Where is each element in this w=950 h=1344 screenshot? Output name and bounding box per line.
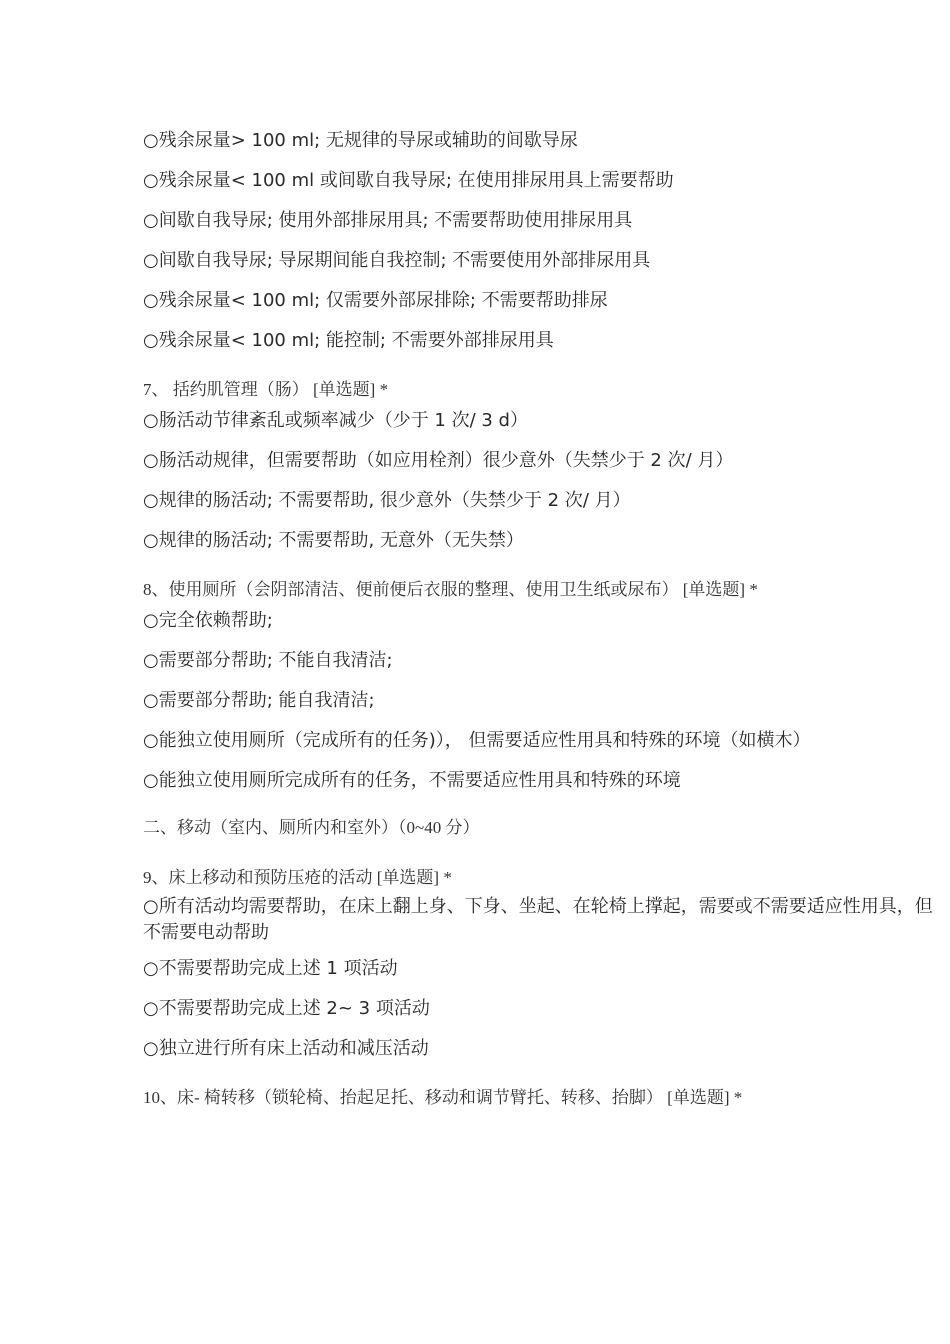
q9-option-4[interactable]: ○独立进行所有床上活动和减压活动 — [143, 1038, 429, 1059]
q7-option-1[interactable]: ○肠活动节律紊乱或频率减少（少于 1 次/ 3 d） — [143, 410, 528, 431]
questionnaire-page — [143, 128, 943, 1116]
q6-option-6[interactable]: ○残余尿量< 100 ml; 能控制; 不需要外部排尿用具 — [143, 330, 554, 351]
q8-title: 8、使用厕所（会阴部清洁、便前便后衣服的整理、使用卫生纸或尿布） [单选题] * — [143, 580, 758, 599]
q7-title: 7、 括约肌管理（肠） [单选题] * — [143, 380, 389, 399]
q7-option-3[interactable]: ○规律的肠活动; 不需要帮助, 很少意外（失禁少于 2 次/ 月） — [143, 490, 631, 511]
section-2-title: 二、移动（室内、厕所内和室外）（0~40 分） — [143, 818, 480, 837]
q7-option-2[interactable]: ○肠活动规律，但需要帮助（如应用栓剂）很少意外（失禁少于 2 次/ 月） — [143, 450, 734, 471]
q6-option-5[interactable]: ○残余尿量< 100 ml; 仅需要外部尿排除; 不需要帮助排尿 — [143, 290, 608, 311]
q6-option-4[interactable]: ○间歇自我导尿; 导尿期间能自我控制; 不需要使用外部排尿用具 — [143, 250, 651, 271]
q6-option-2[interactable]: ○残余尿量< 100 ml 或间歇自我导尿; 在使用排尿用具上需要帮助 — [143, 170, 674, 191]
question-7 — [143, 378, 943, 554]
question-6-options — [143, 128, 943, 354]
q6-option-1[interactable]: ○残余尿量> 100 ml; 无规律的导尿或辅助的间歇导尿 — [143, 130, 578, 151]
q9-option-1[interactable]: ○所有活动均需要帮助，在床上翻上身、下身、坐起、在轮椅上撑起，需要或不需要适应性用具，但不需要电动帮助 — [143, 896, 933, 943]
q8-option-4[interactable]: ○能独立使用厕所（完成所有的任务)）， 但需要适应性用具和特殊的环境（如横木） — [143, 730, 811, 751]
q8-option-3[interactable]: ○需要部分帮助; 能自我清洁; — [143, 690, 375, 711]
question-9 — [143, 866, 943, 1062]
q8-option-1[interactable]: ○完全依赖帮助; — [143, 610, 273, 631]
question-10 — [143, 1086, 943, 1110]
q10-title: 10、床- 椅转移（锁轮椅、抬起足托、移动和调节臂托、转移、抬脚） [单选题] * — [143, 1088, 743, 1107]
q9-option-2[interactable]: ○不需要帮助完成上述 1 项活动 — [143, 958, 398, 979]
q9-option-3[interactable]: ○不需要帮助完成上述 2~ 3 项活动 — [143, 998, 430, 1019]
q9-title: 9、床上移动和预防压疮的活动 [单选题] * — [143, 868, 452, 887]
q8-option-5[interactable]: ○能独立使用厕所完成所有的任务，不需要适应性用具和特殊的环境 — [143, 770, 681, 791]
q8-option-2[interactable]: ○需要部分帮助; 不能自我清洁; — [143, 650, 393, 671]
q7-option-4[interactable]: ○规律的肠活动; 不需要帮助, 无意外（无失禁） — [143, 530, 524, 551]
q6-option-3[interactable]: ○间歇自我导尿; 使用外部排尿用具; 不需要帮助使用排尿用具 — [143, 210, 633, 231]
question-8 — [143, 578, 943, 794]
